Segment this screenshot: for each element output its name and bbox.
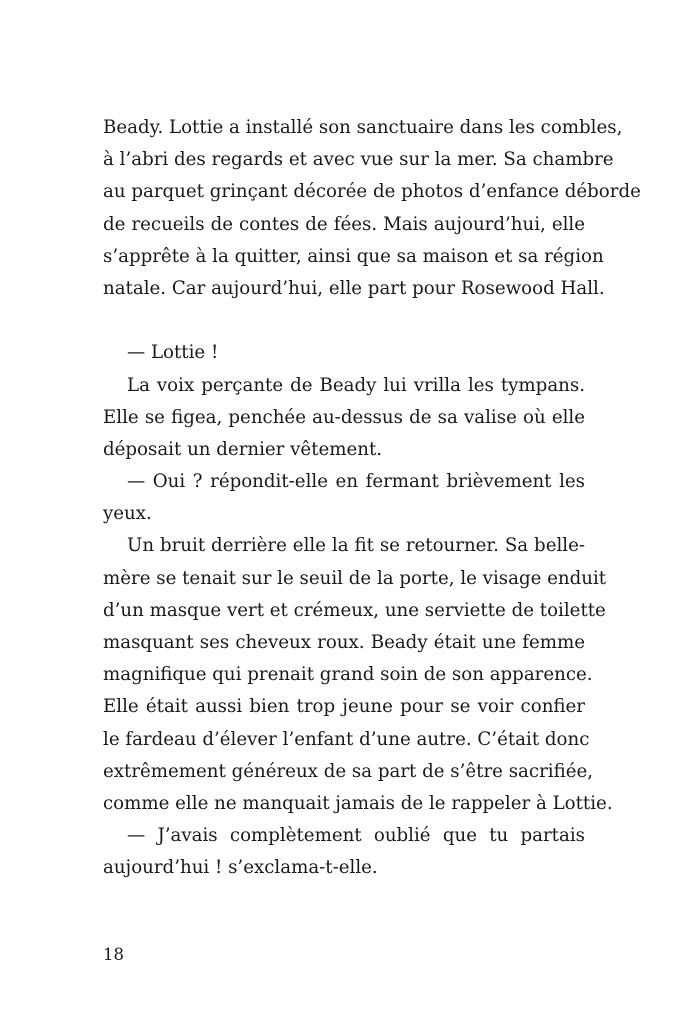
dialogue-line: — Lottie ! [127,342,219,364]
text-line: Un bruit derrière elle la fit se retourner. Sa belle- [127,535,585,557]
text-line: de recueils de contes de fées. Mais aujourd’hui, elle [103,213,585,235]
text-line: magnifique qui prenait grand soin de son apparence. [103,664,593,686]
text-line: Elle était aussi bien trop jeune pour se voir confier [103,696,585,718]
text-line: au parquet grinçant décorée de photos d’enfance déborde [103,181,641,203]
dialogue-line: — Oui ? répondit-elle en fermant brièvement les [127,471,585,493]
text-line: à l’abri des regards et avec vue sur la mer. Sa chambre [103,149,614,171]
text-line: La voix perçante de Beady lui vrilla les tympans. [127,374,585,396]
text-line: Elle se figea, penchée au-dessus de sa valise où elle [103,406,585,428]
text-line: déposait un dernier vêtement. [103,438,383,460]
page-number: 18 [103,945,124,964]
text-line: natale. Car aujourd’hui, elle part pour Rosewood Hall. [103,277,605,299]
dialogue-line: — J’avais complètement oublié que tu partais [127,825,585,847]
text-line: Beady. Lottie a installé son sanctuaire dans les combles, [103,117,623,138]
text-line: d’un masque vert et crémeux, une serviette de toilette [103,599,606,621]
body-text [103,112,641,885]
text-line: masquant ses cheveux roux. Beady était une femme [103,632,585,653]
text-line: aujourd’hui ! s’exclama-t-elle. [103,857,378,879]
text-line: mère se tenait sur le seuil de la porte, le visage enduit [103,567,607,589]
text-line: le fardeau d’élever l’enfant d’une autre. C’était donc [103,728,590,750]
text-line: comme elle ne manquait jamais de le rappeler à Lottie. [103,792,613,814]
text-line: yeux. [103,503,152,525]
blank-line [103,305,585,337]
text-line: s’apprête à la quitter, ainsi que sa maison et sa région [103,245,604,267]
text-line: extrêmement généreux de sa part de s’être sacrifiée, [103,760,594,782]
